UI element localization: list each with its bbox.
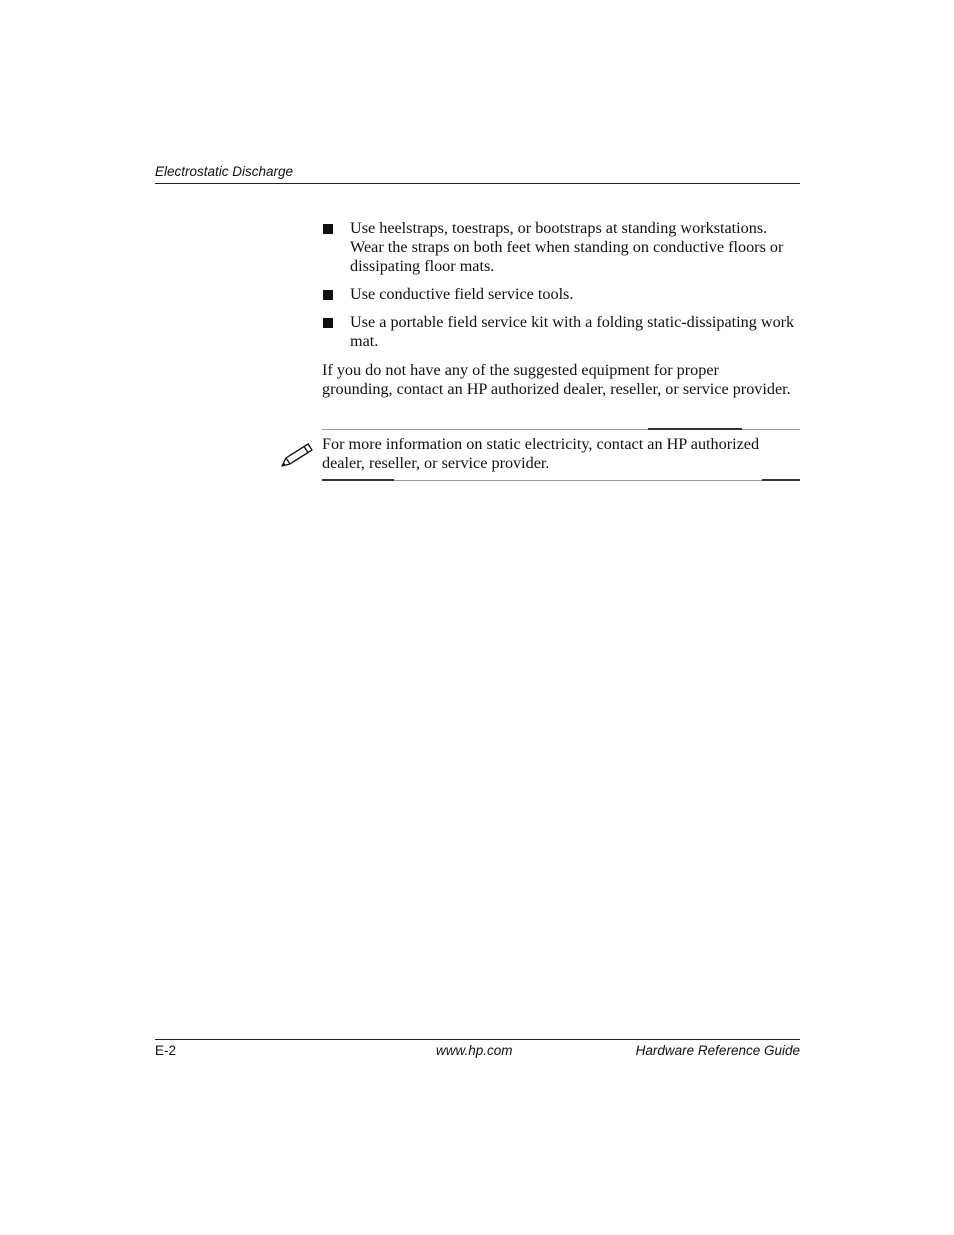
square-bullet-icon xyxy=(323,290,333,300)
footer-url: www.hp.com xyxy=(436,1043,513,1058)
list-item-text: Use heelstraps, toestraps, or bootstraps at standing workstations. Wear the straps on both feet when standing on conductive floors or dissipating floor mats. xyxy=(350,219,784,275)
square-bullet-icon xyxy=(323,224,333,234)
square-bullet-icon xyxy=(323,318,333,328)
list-item-text: Use a portable field service kit with a folding static-dissipating work mat. xyxy=(350,313,795,350)
bullet-list xyxy=(322,219,802,360)
list-item xyxy=(322,313,802,351)
note-bottom-divider-accent xyxy=(322,479,394,481)
footer-guide-title: Hardware Reference Guide xyxy=(635,1043,800,1058)
running-header: Electrostatic Discharge xyxy=(155,164,294,179)
footer-divider xyxy=(155,1039,800,1040)
note-top-divider-accent xyxy=(648,428,742,430)
list-item xyxy=(322,219,802,276)
body-paragraph: If you do not have any of the suggested equipment for proper grounding, contact an HP authorized dealer, reseller, or service provider. xyxy=(322,361,791,398)
list-item-text: Use conductive field service tools. xyxy=(350,285,574,303)
note-text: For more information on static electricity, contact an HP authorized dealer, reseller, or service provider. xyxy=(322,435,760,472)
note-bottom-divider-accent xyxy=(762,479,800,481)
pencil-icon xyxy=(278,440,316,470)
page-number: E-2 xyxy=(155,1043,177,1058)
list-item xyxy=(322,285,802,304)
header-divider xyxy=(155,183,800,184)
